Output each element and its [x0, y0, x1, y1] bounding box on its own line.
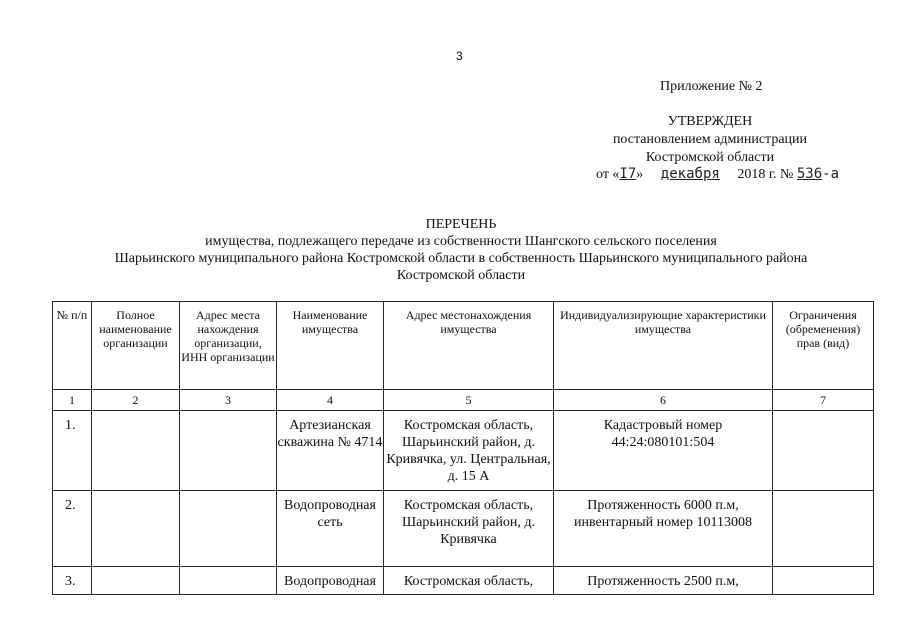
property-address-cell: Костромская область, [384, 567, 554, 595]
table-row [53, 411, 874, 491]
appendix-label: Приложение № 2 [660, 79, 763, 94]
decree-month: декабря [660, 166, 720, 182]
org-name-cell [92, 411, 180, 491]
decree-prefix: от « [596, 167, 620, 182]
column-number: 4 [277, 390, 384, 411]
property-characteristics-cell: Протяженность 2500 п.м, [554, 567, 773, 595]
org-address-cell [180, 411, 277, 491]
page-number: 3 [456, 49, 463, 63]
property-characteristics-cell: Протяженность 6000 п.м, инвентарный номер 10113008 [554, 491, 773, 567]
header-cell: Индивидуализирующие характеристики имущества [554, 302, 773, 390]
row-number: 2. [53, 491, 92, 567]
restrictions-cell [773, 411, 874, 491]
restrictions-cell [773, 567, 874, 595]
column-number: 6 [554, 390, 773, 411]
header-cell: № п/п [53, 302, 92, 390]
property-table [52, 301, 874, 595]
approved-title: УТВЕРЖДЕН [667, 114, 753, 129]
property-name-cell: Артезианская скважина № 4714 [277, 411, 384, 491]
decree-date-line [596, 166, 839, 183]
title-heading: ПЕРЕЧЕНЬ [425, 217, 497, 232]
decree-quote-close: » [636, 167, 644, 182]
org-name-cell [92, 567, 180, 595]
property-name-cell: Водопроводная сеть [277, 491, 384, 567]
row-number: 1. [53, 411, 92, 491]
column-number: 2 [92, 390, 180, 411]
column-number: 7 [773, 390, 874, 411]
approved-line-1: постановлением администрации [612, 132, 808, 147]
header-cell: Полное наименование организации [92, 302, 180, 390]
decree-suffix: -а [822, 166, 839, 182]
property-characteristics-cell: Кадастровый номер 44:24:080101:504 [554, 411, 773, 491]
decree-day: I7 [619, 166, 637, 182]
property-name-cell: Водопроводная [277, 567, 384, 595]
property-address-cell: Костромская область, Шарьинский район, д. Кривячка [384, 491, 554, 567]
header-cell: Ограничения (обременения) прав (вид) [773, 302, 874, 390]
table-row [53, 567, 874, 595]
header-cell: Адрес местонахождения имущества [384, 302, 554, 390]
org-address-cell [180, 491, 277, 567]
column-number: 5 [384, 390, 554, 411]
restrictions-cell [773, 491, 874, 567]
header-cell: Наименование имущества [277, 302, 384, 390]
document-title [60, 216, 862, 284]
title-line-3: Костромской области [396, 268, 526, 283]
decree-number: 536 [796, 166, 823, 182]
header-cell: Адрес места нахождения организации, ИНН организации [180, 302, 277, 390]
column-number: 1 [53, 390, 92, 411]
title-line-1: имущества, подлежащего передаче из собственности Шангского сельского поселения [205, 234, 717, 249]
row-number: 3. [53, 567, 92, 595]
column-number-row [53, 390, 874, 411]
table-header-row [53, 302, 874, 390]
property-address-cell: Костромская область, Шарьинский район, д. Кривячка, ул. Центральная, д. 15 А [384, 411, 554, 491]
approval-block [560, 113, 860, 167]
title-line-2: Шарьинского муниципального района Костромской области в собственность Шарьинского муниципального района [114, 251, 808, 266]
decree-year: 2018 г. № [737, 167, 794, 182]
column-number: 3 [180, 390, 277, 411]
org-address-cell [180, 567, 277, 595]
org-name-cell [92, 491, 180, 567]
approved-line-2: Костромской области [645, 150, 775, 165]
table-row [53, 491, 874, 567]
